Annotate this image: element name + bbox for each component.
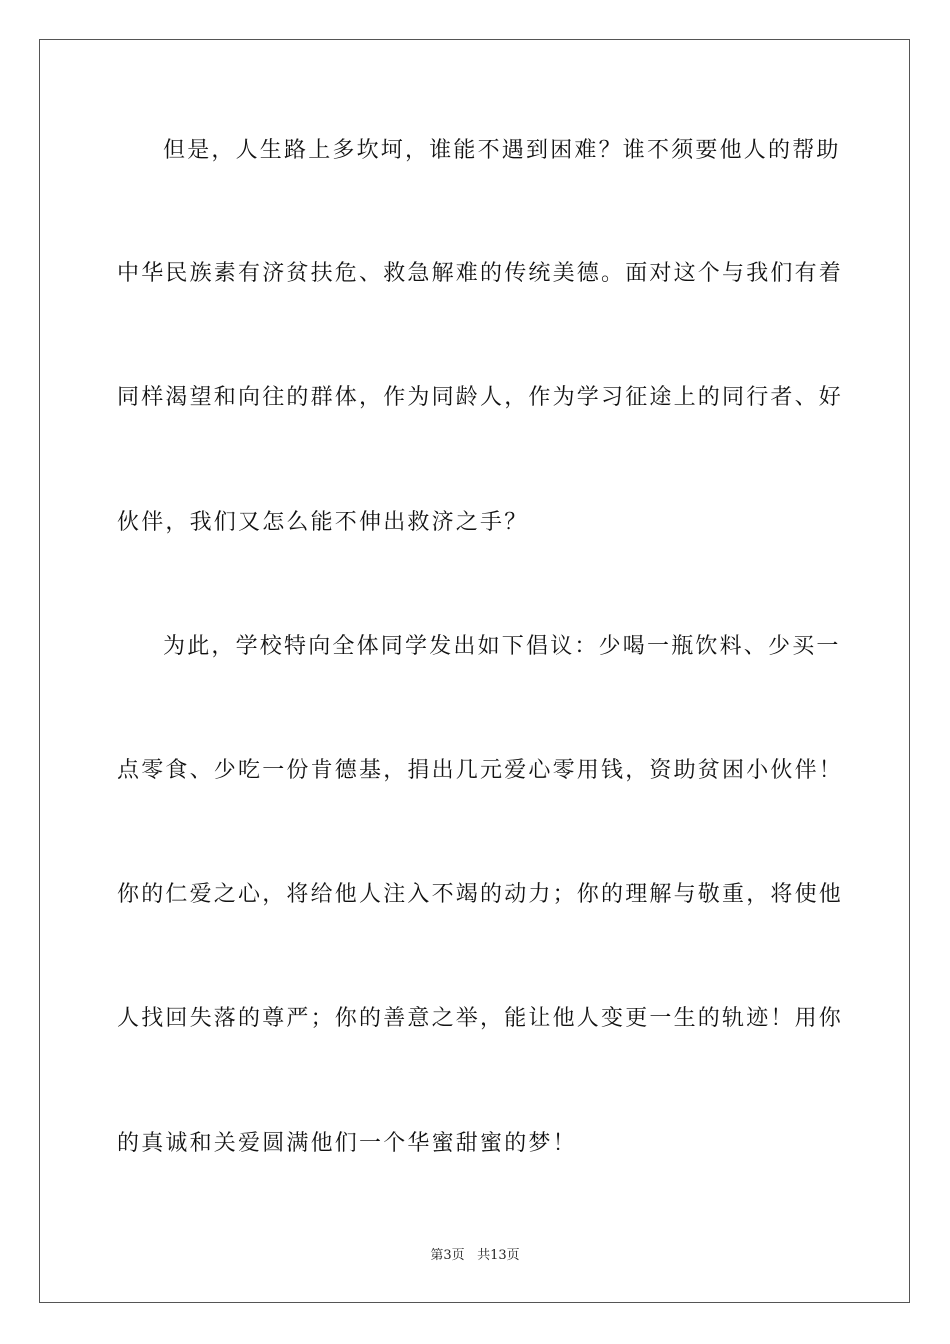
paragraph-line: 为此，学校特向全体同学发出如下倡议：少喝一瓶饮料、少买一 <box>163 634 841 659</box>
paragraph-line: 但是，人生路上多坎坷，谁能不遇到困难？谁不须要他人的帮助 <box>163 138 841 163</box>
paragraph-line: 同样渴望和向往的群体，作为同龄人，作为学习征途上的同行者、好 <box>117 385 844 410</box>
current-page-number: 第3页 <box>430 1248 465 1263</box>
paragraph-line: 你的仁爱之心，将给他人注入不竭的动力；你的理解与敬重，将使他 <box>117 882 844 907</box>
page-footer <box>0 1247 950 1265</box>
paragraph-line: 点零食、少吃一份肯德基，捐出几元爱心零用钱，资助贫困小伙伴！ <box>117 758 844 783</box>
paragraph-line: 伙伴，我们又怎么能不伸出救济之手？ <box>117 510 529 535</box>
paragraph-line: 的真诚和关爱圆满他们一个华蜜甜蜜的梦！ <box>117 1131 577 1156</box>
page-frame <box>39 39 910 1303</box>
paragraph-line: 人找回失落的尊严；你的善意之举，能让他人变更一生的轨迹！用你 <box>117 1006 844 1031</box>
total-pages: 共13页 <box>477 1248 520 1263</box>
paragraph-line: 中华民族素有济贫扶危、救急解难的传统美德。面对这个与我们有着 <box>117 261 844 286</box>
